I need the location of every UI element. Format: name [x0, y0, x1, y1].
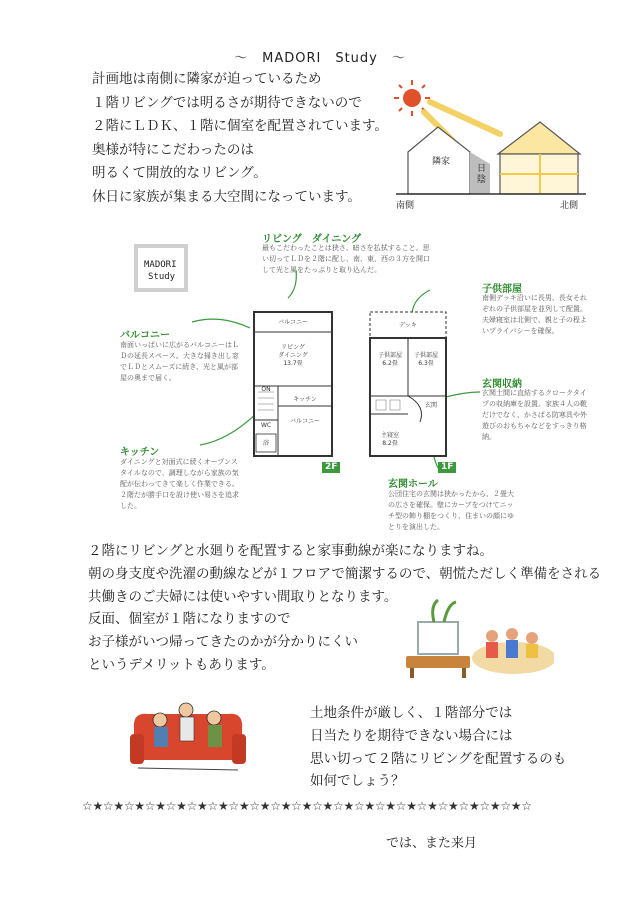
neighbor-label: 隣家 — [432, 157, 451, 167]
plan2f-on: ON — [261, 386, 271, 393]
kitchen-label: キッチン — [120, 447, 160, 458]
intro-line: １階リビングでは明るさが期待できないので — [92, 94, 362, 111]
balcony-note: 南面いっぱいに広がるバルコニーはＬＤの延長スペース。大きな掃き出し窓でＬＤとスムーズに続き、光と風が部屋の奥まで届く。 — [120, 341, 239, 382]
plan2f-balcony-low: バルコニー — [289, 418, 320, 425]
body3-line: 日当たりを期待できない場合には — [310, 727, 513, 744]
plan1f-entrance: 玄関 — [424, 402, 437, 409]
house-section-illustration — [390, 72, 590, 212]
north-label: 北側 — [560, 201, 579, 211]
balcony-label: バルコニー — [120, 330, 170, 341]
plan1f-kid2: 子供部屋 — [413, 352, 438, 359]
family-illustration — [128, 690, 248, 776]
hall-note: 公団住宅の玄関は狭かったから、２畳大の広さを確保。壁にカーブをつけてニッチ型の飾り棚をつくり、住まいの顔にゆとりを演出した。 — [388, 490, 514, 531]
body3-line: 土地条件が厳しく、１階部分では — [310, 705, 513, 721]
shade-label: 日陰 — [477, 164, 487, 185]
body2-line: ２階にリビングと水廻りを配置すると家事動線が楽になりますね。 — [88, 543, 493, 559]
plan1f-kid1: 子供部屋 — [377, 352, 402, 359]
south-label: 南側 — [396, 201, 415, 211]
arrow-living — [288, 270, 296, 298]
living-room-illustration — [404, 598, 554, 688]
plan1f-master-size: 8.2畳 — [382, 440, 398, 447]
plan2f-wc: WC — [260, 422, 272, 429]
plan2f-living: リビング — [281, 344, 305, 351]
kitchen-note: ダイニングと対面式に続くオープンスタイルなので、調理しながら家族の気配が伝わってきて楽しく作業できる。２階だが勝手口を設け使い易さを追求した。 — [120, 458, 239, 510]
intro-line: 奥様が特にこだわったのは — [92, 141, 254, 158]
arrow-kitchen — [200, 410, 260, 445]
storage-label: 玄関収納 — [482, 379, 522, 390]
tv-family-illustration — [404, 598, 554, 688]
plan1f-kid1-size: 6.2畳 — [382, 360, 398, 367]
plan2f-bath: 浴 — [262, 440, 269, 447]
plan2f-dining: ダイニング — [278, 352, 308, 359]
body3-line: 如何でしょう？ — [310, 773, 405, 790]
family-sofa-illustration — [128, 690, 248, 776]
intro-line: 計画地は南側に隣家が迫っているため — [92, 71, 322, 87]
floor-badge-2f: 2F — [322, 462, 340, 473]
body2-line: お子様がいつ帰ってきたのかが分かりにくい — [88, 634, 358, 651]
storage-note: 玄関土間に直結するクロークタイプの収納庫を設置。家族４人の靴だけでなく、かさばる防寒具や外遊びのおもちゃなどをすっきり格納。 — [482, 389, 587, 441]
plan2f-balcony-top: バルコニー — [277, 319, 308, 326]
star-divider: ☆★☆★☆★☆★☆★☆★☆★☆★☆★☆★☆★☆★☆★☆★☆★☆★☆★☆★☆★☆★☆★☆ — [82, 799, 532, 813]
page-title: ～ MADORI Study ～ — [234, 51, 406, 66]
closing-text: では、また来月 — [386, 836, 478, 851]
floor-badge-1f: 1F — [438, 462, 456, 473]
floor-plan-1f — [368, 310, 448, 460]
body-text-3 — [310, 702, 566, 793]
body2-line: というデメリットもあります。 — [88, 656, 275, 673]
hall-label: 玄関ホール — [388, 479, 438, 490]
plan1f-master: 主寝室 — [380, 432, 399, 439]
body2-line: 反面、個室が１階になりますので — [88, 611, 291, 628]
living-label: リビング ダイニング — [262, 234, 361, 245]
plan2f-kitchen: キッチン — [293, 396, 317, 403]
plan2f-size: 13.7畳 — [283, 360, 303, 367]
body3-line: 思い切って２階にリビングを配置するのも — [310, 750, 567, 767]
body2-line: 朝の身支度や洗濯の動線などが１フロアで簡潔するので、朝慌ただしく準備をされる — [88, 565, 602, 582]
intro-line: 明るくて開放的なリビング。 — [92, 165, 267, 181]
arrow-balcony — [192, 319, 250, 328]
floor-plan-2f — [252, 310, 336, 460]
logo-line2: Study — [148, 272, 176, 282]
plan1f-kid2-size: 6.3畳 — [418, 360, 434, 367]
body2-line: 共働きのご夫婦には使いやすい間取りとなります。 — [88, 588, 398, 605]
living-note: 最もこだわったことは狭さ、暗さを払拭すること。思い切ってＬＤを２階に配し、南、東、西の３方を開口して光と風をたっぷりと取り込んだ。 — [262, 244, 430, 274]
logo-line1: MADORI — [144, 260, 177, 270]
plan1f-deck: デッキ — [399, 322, 417, 329]
intro-line: ２階にＬＤＫ、１階に個室を配置されています。 — [92, 118, 388, 134]
intro-line: 休日に家族が集まる大空間になっています。 — [92, 188, 361, 205]
kids-room-label: 子供部屋 — [482, 284, 522, 295]
sunlight-diagram — [390, 72, 590, 212]
kids-room-note: 南側デッキ沿いに長男、長女それぞれの子供部屋を並列して配置。夫婦寝室は北側で、親と子の程よいプライバシーを確保。 — [482, 294, 587, 335]
intro-text — [92, 68, 388, 209]
